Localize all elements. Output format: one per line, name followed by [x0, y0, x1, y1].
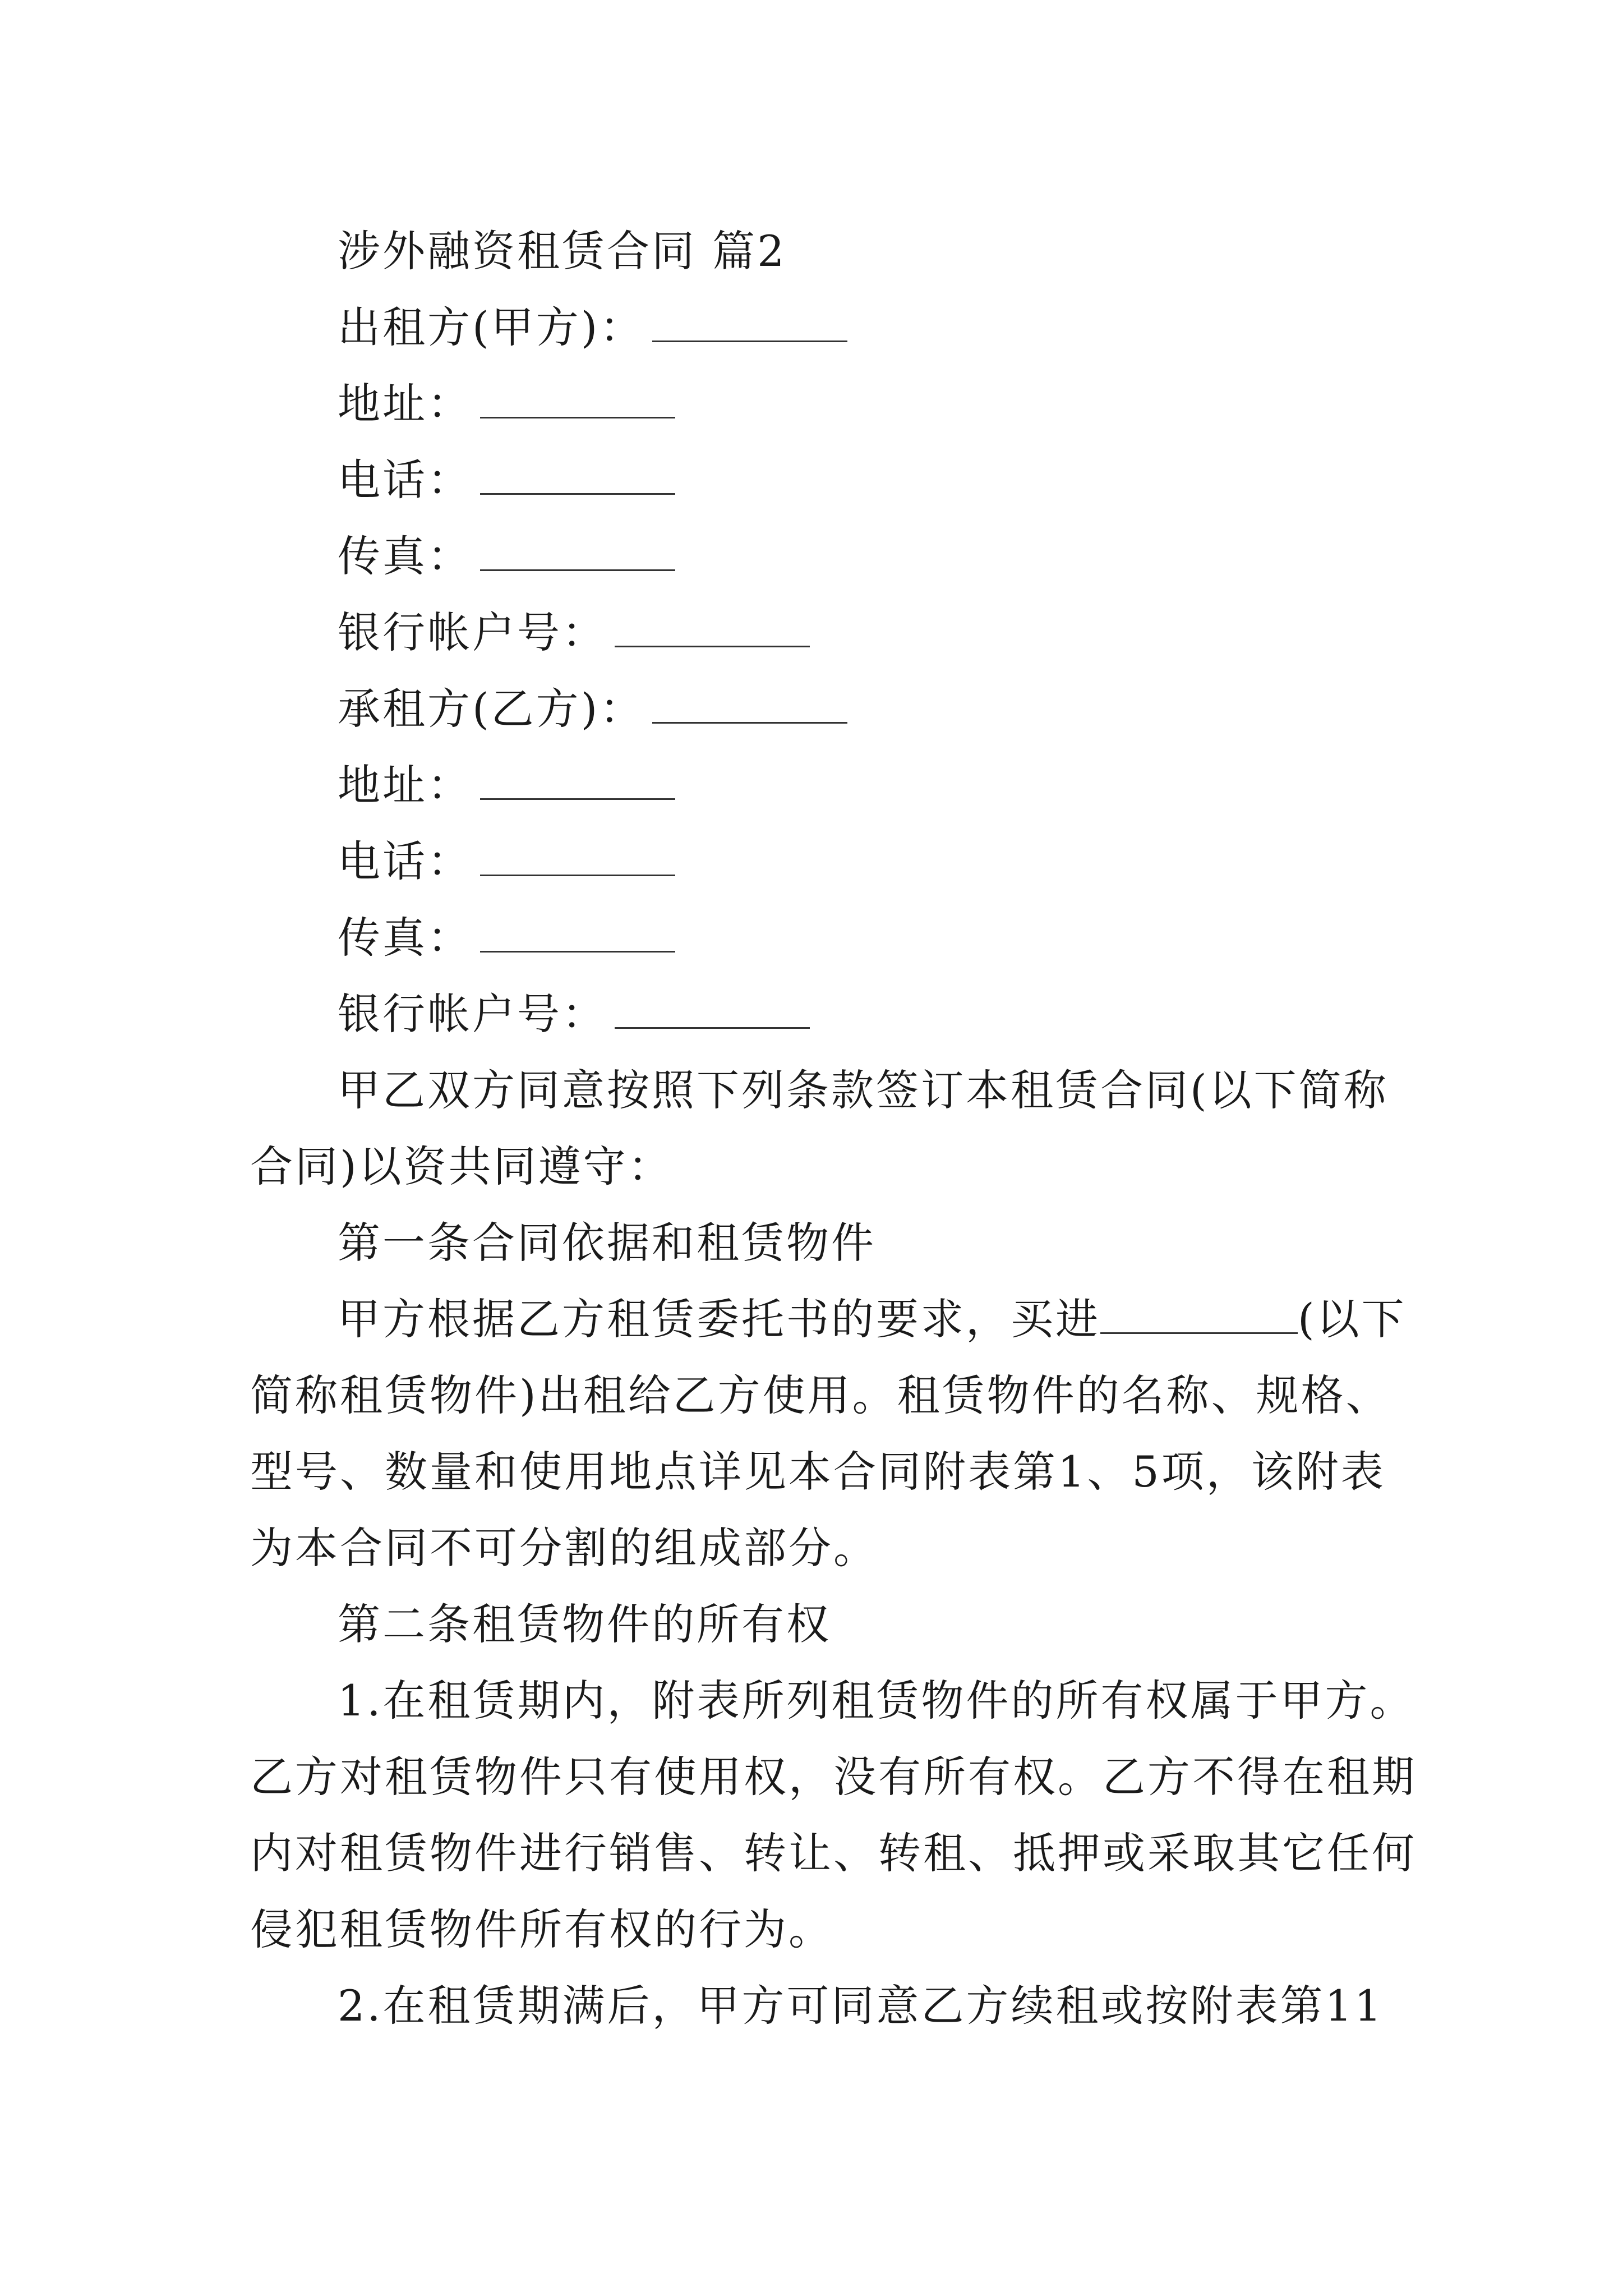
- article1-line-1: [250, 1281, 1407, 1358]
- lessee-phone-field: [250, 823, 1389, 900]
- lessee-bank-field: [250, 976, 1389, 1052]
- article2-line-2: 乙方对租赁物件只有使用权，没有所有权。乙方不得在租期: [250, 1752, 1417, 1802]
- article2-line-1: 1.在租赁期内，附表所列租赁物件的所有权属于甲方。: [338, 1676, 1415, 1726]
- article1-line-3: 型号、数量和使用地点详见本合同附表第1、5项，该附表: [250, 1447, 1386, 1497]
- lessor-fax-blank: [480, 536, 675, 571]
- lessor-phone-label: 电话：: [338, 455, 472, 505]
- article1-text-b: (以下: [1298, 1294, 1407, 1344]
- lessor-name-blank: [652, 307, 847, 342]
- lessee-fax-label: 传真：: [338, 913, 472, 963]
- article1-heading: 第一条合同依据和租赁物件: [338, 1218, 876, 1268]
- lessor-address-field: [250, 366, 1389, 442]
- lessor-fax-label: 传真：: [338, 531, 472, 581]
- lessee-fax-blank: [480, 917, 675, 953]
- purchase-item-blank: [1100, 1299, 1298, 1334]
- lessor-bank-blank: [615, 612, 810, 647]
- document-title: 涉外融资租赁合同 篇2: [338, 226, 787, 276]
- lessor-address-blank: [480, 383, 675, 418]
- article2-line-5: 2.在租赁期满后，甲方可同意乙方续租或按附表第11: [338, 1981, 1384, 2031]
- lessor-bank-field: [250, 595, 1389, 671]
- lessor-fax-field: [250, 518, 1389, 595]
- lessor-phone-blank: [480, 459, 675, 495]
- lessee-address-blank: [480, 765, 675, 800]
- lessee-name-blank: [652, 688, 847, 724]
- lessee-address-field: [250, 747, 1389, 823]
- article2-line-4: 侵犯租赁物件所有权的行为。: [250, 1904, 833, 1954]
- lessor-phone-field: [250, 442, 1389, 518]
- document-body: [250, 213, 1417, 2044]
- article1-line-2: 简称租赁物件)出租给乙方使用。租赁物件的名称、规格、: [250, 1370, 1391, 1420]
- lessor-label: 出租方(甲方)：: [338, 302, 645, 352]
- lessee-bank-label: 银行帐户号：: [338, 989, 607, 1039]
- article1-text-a: 甲方根据乙方租赁委托书的要求，买进: [338, 1294, 1100, 1344]
- lessee-phone-label: 电话：: [338, 836, 472, 886]
- intro-line-2: 合同)以资共同遵守：: [250, 1142, 673, 1191]
- article2-line-3: 内对租赁物件进行销售、转让、转租、抵押或采取其它任何: [250, 1828, 1417, 1878]
- lessor-name-field: [250, 289, 1389, 366]
- lessor-bank-label: 银行帐户号：: [338, 608, 607, 657]
- lessee-label: 承租方(乙方)：: [338, 684, 645, 734]
- article1-line-4: 为本合同不可分割的组成部分。: [250, 1523, 878, 1573]
- lessee-name-field: [250, 671, 1389, 747]
- article2-heading: 第二条租赁物件的所有权: [338, 1599, 831, 1649]
- lessee-phone-blank: [480, 841, 675, 876]
- lessee-address-label: 地址：: [338, 760, 472, 810]
- lessee-fax-field: [250, 900, 1389, 976]
- lessor-address-label: 地址：: [338, 379, 472, 429]
- intro-line-1: 甲乙双方同意按照下列条款签订本租赁合同(以下简称: [338, 1065, 1389, 1115]
- lessee-bank-blank: [615, 993, 810, 1029]
